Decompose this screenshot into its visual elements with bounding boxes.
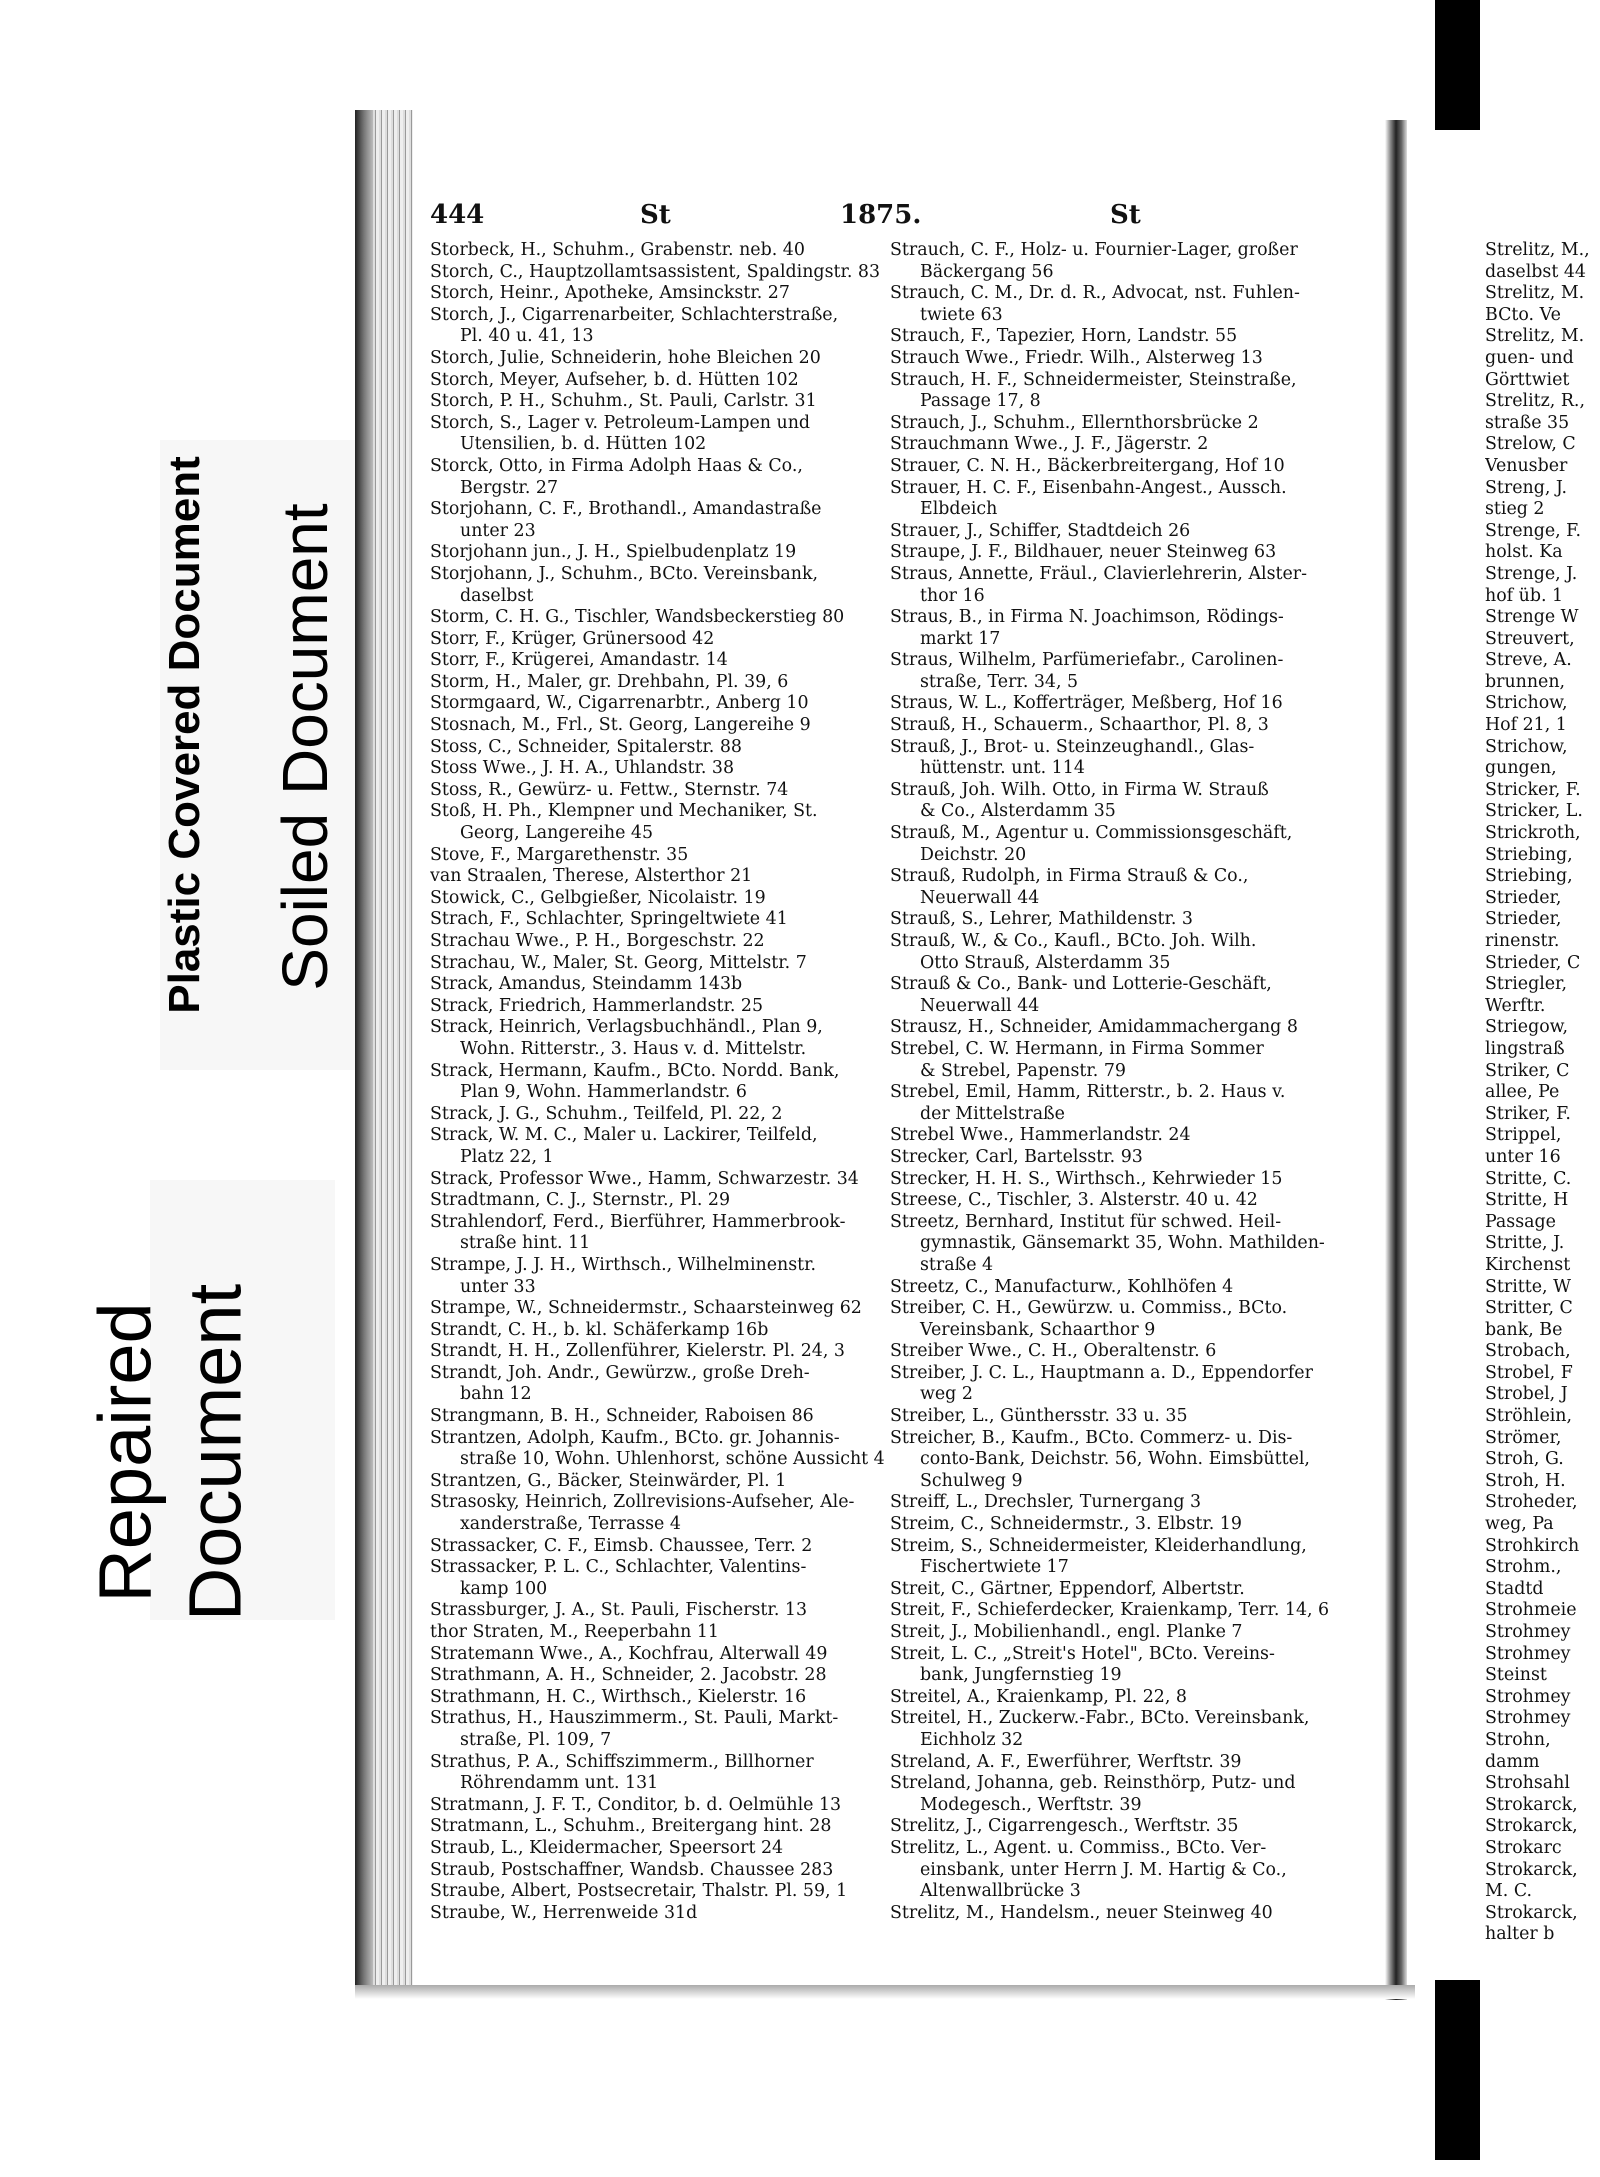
directory-entry: Strebel, C. W. Hermann, in Firma Sommer <box>890 1038 1264 1059</box>
directory-entry: Stoß, H. Ph., Klempner und Mechaniker, St. <box>430 801 818 822</box>
directory-entry-continuation: Bäckergang 56 <box>920 261 1054 282</box>
directory-entry: Streiber, L., Günthersstr. 33 u. 35 <box>890 1406 1188 1427</box>
directory-entry: Storch, J., Cigarrenarbeiter, Schlachterstraße, <box>430 304 839 325</box>
directory-entry: Stadtd <box>1485 1578 1544 1599</box>
directory-entry: Storm, C. H. G., Tischler, Wandsbeckerstieg 80 <box>430 607 845 628</box>
directory-entry: Strack, Hermann, Kaufm., BCto. Nordd. Bank, <box>430 1060 840 1081</box>
directory-entry: Strandt, H. H., Zollenführer, Kielerstr. Pl. 24, 3 <box>430 1341 845 1362</box>
directory-entry: Strokarck, <box>1485 1794 1578 1815</box>
directory-entry: Strandt, C. H., b. kl. Schäferkamp 16b <box>430 1319 769 1340</box>
directory-entry: Strauch, J., Schuhm., Ellernthorsbrücke 2 <box>890 412 1259 433</box>
directory-entry: Stormgaard, W., Cigarrenarbtr., Anberg 10 <box>430 693 809 714</box>
directory-entry: Strichow, <box>1485 693 1568 714</box>
directory-entry: Strippel, <box>1485 1125 1562 1146</box>
directory-entry: Strach, F., Schlachter, Springeltwiete 41 <box>430 909 788 930</box>
directory-entry: Stratemann Wwe., A., Kochfrau, Alterwall 49 <box>430 1643 828 1664</box>
directory-entry: Stoss, R., Gewürz- u. Fettw., Sternstr. 74 <box>430 779 789 800</box>
directory-entry: Strassacker, C. F., Eimsb. Chaussee, Terr. 2 <box>430 1535 813 1556</box>
directory-entry: Strenge, F. <box>1485 520 1582 541</box>
directory-entry: Straube, W., Herrenweide 31d <box>430 1902 698 1923</box>
directory-entry: Steinst <box>1485 1665 1547 1686</box>
directory-entry: gungen, <box>1485 758 1557 779</box>
directory-entry: Storjohann, C. F., Brothandl., Amandastraße <box>430 499 822 520</box>
directory-entry: Storch, P. H., Schuhm., St. Pauli, Carlstr. 31 <box>430 391 817 412</box>
document-label: Document <box>173 1283 257 1622</box>
directory-entry: Streng, J. <box>1485 477 1568 498</box>
directory-entry: Strauer, C. N. H., Bäckerbreitergang, Hof 10 <box>890 455 1285 476</box>
directory-entry: Straus, W. L., Kofferträger, Meßberg, Hof 16 <box>890 693 1283 714</box>
directory-entry: Strauß, W., & Co., Kaufl., BCto. Joh. Wilh. <box>890 931 1257 951</box>
directory-entry: Storr, F., Krüger, Grünersood 42 <box>430 628 715 649</box>
directory-entry: Streiff, L., Drechsler, Turnergang 3 <box>890 1492 1202 1513</box>
directory-entry: Strangmann, B. H., Schneider, Raboisen 86 <box>430 1406 814 1427</box>
directory-entry: Striegler, <box>1485 974 1567 995</box>
directory-entry: Werftr. <box>1485 995 1546 1016</box>
directory-entry-continuation: Eichholz 32 <box>920 1729 1024 1750</box>
directory-entry: Streland, A. F., Ewerführer, Werftstr. 39 <box>890 1751 1242 1772</box>
directory-entry: Strausz, H., Schneider, Amidammachergang 8 <box>890 1017 1298 1038</box>
directory-entry: Storch, S., Lager v. Petroleum-Lampen und <box>430 412 811 433</box>
directory-entry: Strauß & Co., Bank- und Lotterie-Geschäft, <box>890 974 1272 995</box>
directory-entry: Strack, W. M. C., Maler u. Lackirer, Teilfeld, <box>430 1125 818 1146</box>
directory-entry: Strelitz, M., Handelsm., neuer Steinweg 40 <box>890 1902 1273 1923</box>
directory-entry: Strohsahl <box>1485 1773 1570 1794</box>
soiled-label: Soiled Document <box>269 503 341 991</box>
directory-entry-continuation: thor 16 <box>920 585 985 606</box>
directory-entry: Stoss, C., Schneider, Spitalerstr. 88 <box>430 736 742 757</box>
directory-entry: halter b <box>1485 1924 1555 1945</box>
directory-entry: Strieder, C <box>1485 952 1581 973</box>
directory-entry: Stradtmann, C. J., Sternstr., Pl. 29 <box>430 1190 731 1211</box>
directory-entry-continuation: markt 17 <box>920 628 1001 649</box>
directory-entry: Strieder, <box>1485 909 1562 930</box>
directory-entry-continuation: xanderstraße, Terrasse 4 <box>460 1514 681 1535</box>
directory-entry: Streuvert, <box>1485 628 1575 649</box>
directory-entry: Stratmann, J. F. T., Conditor, b. d. Oelmühle 13 <box>430 1794 842 1815</box>
directory-entry-continuation: Wohn. Ritterstr., 3. Haus v. d. Mittelstr. <box>460 1038 807 1059</box>
directory-entry-continuation: Bergstr. 27 <box>460 477 559 498</box>
directory-entry-continuation: straße hint. 11 <box>460 1233 591 1254</box>
directory-entry: Strohkirch <box>1485 1535 1580 1556</box>
directory-entry: Strohmey <box>1485 1643 1571 1664</box>
directory-entry: Streiber, C. H., Gewürzw. u. Commiss., BCto. <box>890 1298 1288 1319</box>
directory-entry: Görttwiet <box>1485 369 1570 390</box>
directory-entry-continuation: kamp 100 <box>460 1578 548 1599</box>
directory-entry: Storjohann, J., Schuhm., BCto. Vereinsbank, <box>430 563 819 584</box>
directory-entry-continuation: einsbank, unter Herrn J. M. Hartig & Co., <box>920 1859 1287 1880</box>
directory-entry: weg, Pa <box>1485 1514 1554 1535</box>
directory-entry: Streit, J., Mobilienhandl., engl. Planke 7 <box>890 1622 1243 1642</box>
plastic-covered-label: Plastic Covered Document <box>160 456 209 1014</box>
directory-entry: Strauch Wwe., Friedr. Wilh., Alsterweg 13 <box>890 347 1263 368</box>
directory-entry: Strampe, J. J. H., Wirthsch., Wilhelminenstr. <box>430 1254 817 1275</box>
directory-entry: Streit, F., Schieferdecker, Kraienkamp, Terr. 14, 6 <box>890 1600 1330 1621</box>
directory-entry: guen- und <box>1485 347 1574 368</box>
directory-entry: Striker, C <box>1485 1060 1570 1081</box>
header-right-letters: St <box>1110 200 1141 230</box>
directory-entry-continuation: & Co., Alsterdamm 35 <box>920 801 1116 822</box>
right-column <box>890 240 1385 1924</box>
directory-entry-continuation: daselbst <box>460 585 534 606</box>
directory-entry: brunnen, <box>1485 671 1566 692</box>
directory-entry: Strohn, <box>1485 1729 1551 1750</box>
directory-entry: Striebing, <box>1485 866 1573 887</box>
directory-entry: Storjohann jun., J. H., Spielbudenplatz 19 <box>430 542 797 563</box>
directory-entry: Striker, F. <box>1485 1103 1571 1124</box>
directory-entry: Striegow, <box>1485 1017 1569 1038</box>
directory-entry: Strauchmann Wwe., J. F., Jägerstr. 2 <box>890 434 1209 455</box>
directory-entry-continuation: Plan 9, Wohn. Hammerlandstr. 6 <box>460 1082 747 1103</box>
directory-entry: Hof 21, 1 <box>1485 715 1567 736</box>
directory-entry: Strickroth, <box>1485 823 1581 844</box>
directory-entry: Strathmann, A. H., Schneider, 2. Jacobstr. 28 <box>430 1665 827 1686</box>
directory-entry-continuation: straße, Terr. 34, 5 <box>920 671 1079 692</box>
directory-entry-continuation: hüttenstr. unt. 114 <box>920 758 1085 779</box>
directory-entry: Strenge W <box>1485 607 1579 628</box>
directory-entry: Strauß, Rudolph, in Firma Strauß & Co., <box>890 866 1249 887</box>
directory-entry-continuation: Neuerwall 44 <box>920 995 1040 1016</box>
directory-entry: Strenge, J. <box>1485 563 1578 584</box>
page-stack-edge <box>373 110 413 1990</box>
directory-entry: Stosnach, M., Frl., St. Georg, Langereihe 9 <box>430 715 811 736</box>
directory-entry-continuation: Utensilien, b. d. Hütten 102 <box>460 434 707 455</box>
directory-entry: Strieder, <box>1485 887 1562 908</box>
directory-entry: Strauch, C. F., Holz- u. Fournier-Lager, großer <box>890 240 1298 260</box>
directory-entry-continuation: Elbdeich <box>920 499 998 520</box>
directory-entry: Strauch, C. M., Dr. d. R., Advocat, nst. Fuhlen- <box>890 283 1300 304</box>
directory-entry: Strelitz, R., <box>1485 391 1585 412</box>
directory-entry: Stroh, H. <box>1485 1470 1566 1491</box>
directory-entry: Stricker, F. <box>1485 779 1581 800</box>
directory-entry: Strecker, Carl, Bartelsstr. 93 <box>890 1146 1143 1167</box>
directory-entry: stieg 2 <box>1485 499 1545 520</box>
directory-entry: Venusber <box>1485 455 1568 476</box>
directory-entry: Strelitz, J., Cigarrengesch., Werftstr. 35 <box>890 1816 1239 1837</box>
directory-entry: Strebel, Emil, Hamm, Ritterstr., b. 2. Haus v. <box>890 1082 1286 1103</box>
directory-entry: Streiber Wwe., C. H., Oberaltenstr. 6 <box>890 1341 1217 1362</box>
directory-entry: Strohmeie <box>1485 1600 1577 1621</box>
directory-entry: Strassacker, P. L. C., Schlachter, Valentins- <box>430 1557 807 1578</box>
directory-entry: Streitel, H., Zuckerw.-Fabr., BCto. Vereinsbank, <box>890 1708 1310 1729</box>
directory-entry-continuation: bank, Jungfernstieg 19 <box>920 1665 1122 1686</box>
directory-entry: Streit, L. C., „Streit's Hotel", BCto. Vereins- <box>890 1643 1275 1664</box>
directory-entry: Strelitz, M. <box>1485 283 1585 304</box>
directory-entry: Streve, A. <box>1485 650 1572 671</box>
binder-clip-top <box>1435 0 1480 130</box>
directory-entry: Stritte, C. <box>1485 1168 1572 1189</box>
repaired-label: Repaired <box>83 1302 167 1603</box>
directory-entry: Strantzen, Adolph, Kaufm., BCto. gr. Johannis- <box>430 1427 840 1448</box>
directory-entry: Streim, S., Schneidermeister, Kleiderhandlung, <box>890 1535 1307 1556</box>
directory-entry: Straus, Wilhelm, Parfümeriefabr., Carolinen- <box>890 650 1284 671</box>
directory-entry: Streland, Johanna, geb. Reinsthörp, Putz- und <box>890 1773 1296 1794</box>
directory-entry: Strauß, M., Agentur u. Commissionsgeschäft, <box>890 823 1293 844</box>
directory-entry: Stritte, H <box>1485 1190 1569 1211</box>
directory-entry-continuation: Altenwallbrücke 3 <box>920 1881 1081 1902</box>
directory-entry: Striebing, <box>1485 844 1573 865</box>
directory-entry-continuation: Vereinsbank, Schaarthor 9 <box>920 1319 1156 1340</box>
directory-entry-continuation: straße 4 <box>920 1254 994 1275</box>
directory-entry-continuation: & Strebel, Papenstr. 79 <box>920 1060 1126 1081</box>
directory-entry: Strantzen, G., Bäcker, Steinwärder, Pl. 1 <box>430 1470 787 1491</box>
directory-entry: Stricker, L. <box>1485 801 1583 822</box>
directory-entry: Strachau Wwe., P. H., Borgeschstr. 22 <box>430 931 765 951</box>
directory-entry: Straub, L., Kleidermacher, Speersort 24 <box>430 1837 784 1858</box>
directory-entry-continuation: bahn 12 <box>460 1384 532 1405</box>
next-page-column <box>1485 240 1600 1946</box>
directory-entry: Strachau, W., Maler, St. Georg, Mittelstr. 7 <box>430 952 807 973</box>
directory-entry: Strack, J. G., Schuhm., Teilfeld, Pl. 22, 2 <box>430 1103 783 1124</box>
header-year: 1875. <box>840 200 922 230</box>
directory-entry: Strack, Amandus, Steindamm 143b <box>430 974 743 995</box>
scan-labels <box>0 0 350 2177</box>
directory-entry-continuation: Schulweg 9 <box>920 1470 1023 1491</box>
book-edge-shadow <box>355 110 373 1990</box>
directory-entry: Straus, Annette, Fräul., Clavierlehrerin, Alster- <box>890 563 1307 584</box>
directory-entry: Strohm., <box>1485 1557 1562 1578</box>
directory-entry-continuation: Röhrendamm unt. 131 <box>460 1773 659 1794</box>
directory-entry: Strelitz, L., Agent. u. Commiss., BCto. Ver- <box>890 1837 1267 1858</box>
directory-entry: thor Straten, M., Reeperbahn 11 <box>430 1622 719 1642</box>
directory-entry: Strelow, C <box>1485 434 1576 455</box>
directory-entry: Storch, Meyer, Aufseher, b. d. Hütten 102 <box>430 369 799 390</box>
directory-entry-continuation: conto-Bank, Deichstr. 56, Wohn. Eimsbüttel, <box>920 1449 1310 1470</box>
directory-entry: Strobel, F <box>1485 1362 1573 1383</box>
directory-entry: Strauß, S., Lehrer, Mathildenstr. 3 <box>890 909 1193 930</box>
directory-entry: Stove, F., Margarethenstr. 35 <box>430 844 689 865</box>
directory-entry-continuation: Modegesch., Werftstr. 39 <box>920 1794 1142 1815</box>
directory-entry: hof üb. 1 <box>1485 585 1564 606</box>
directory-entry-continuation: Deichstr. 20 <box>920 844 1027 865</box>
directory-entry: Strack, Friedrich, Hammerlandstr. 25 <box>430 995 764 1016</box>
directory-entry: Storck, Otto, in Firma Adolph Haas & Co., <box>430 455 803 476</box>
directory-entry-continuation: der Mittelstraße <box>920 1103 1065 1124</box>
directory-entry: Strobel, J <box>1485 1384 1568 1405</box>
directory-entry-continuation: Fischertwiete 17 <box>920 1557 1069 1578</box>
directory-entry: Strebel Wwe., Hammerlandstr. 24 <box>890 1125 1191 1146</box>
directory-entry: rinenstr. <box>1485 931 1560 951</box>
directory-entry: Passage <box>1485 1211 1556 1232</box>
directory-entry: Strathus, H., Hauszimmerm., St. Pauli, Markt- <box>430 1708 839 1729</box>
directory-entry: Streit, C., Gärtner, Eppendorf, Albertstr. <box>890 1578 1245 1599</box>
directory-entry: Storch, Julie, Schneiderin, hohe Bleichen 20 <box>430 347 821 368</box>
left-column <box>430 240 890 1924</box>
directory-entry: Strohmey <box>1485 1686 1571 1707</box>
directory-entry: Streicher, B., Kaufm., BCto. Commerz- u. Dis- <box>890 1427 1293 1448</box>
page-number: 444 <box>430 200 485 230</box>
directory-entry: Streitel, A., Kraienkamp, Pl. 22, 8 <box>890 1686 1187 1707</box>
directory-entry: van Straalen, Therese, Alsterthor 21 <box>430 866 753 887</box>
directory-entry: Stratmann, L., Schuhm., Breitergang hint. 28 <box>430 1816 832 1837</box>
directory-entry: Strichow, <box>1485 736 1568 757</box>
directory-entry: Strelitz, M. <box>1485 326 1585 347</box>
directory-entry: Strandt, Joh. Andr., Gewürzw., große Dreh- <box>430 1362 810 1383</box>
directory-entry: Kirchenst <box>1485 1254 1571 1275</box>
directory-entry: Stroheder, <box>1485 1492 1578 1513</box>
directory-entry: Streese, C., Tischler, 3. Alsterstr. 40 u. 42 <box>890 1190 1258 1211</box>
directory-entry: Straub, Postschaffner, Wandsb. Chaussee 283 <box>430 1859 834 1880</box>
page-header <box>430 200 1380 238</box>
directory-entry: Strasosky, Heinrich, Zollrevisions-Aufseher, Ale- <box>430 1492 855 1513</box>
directory-entry: Strauer, J., Schiffer, Stadtdeich 26 <box>890 520 1191 541</box>
directory-entry: Storch, C., Hauptzollamtsassistent, Spaldingstr. 83 <box>430 261 881 282</box>
directory-entry: Strecker, H. H. S., Wirthsch., Kehrwieder 15 <box>890 1168 1283 1189</box>
directory-entry: M. C. <box>1485 1881 1533 1902</box>
directory-entry: Strathus, P. A., Schiffszimmerm., Billhorner <box>430 1751 814 1772</box>
directory-entry-continuation: unter 23 <box>460 520 536 541</box>
directory-entry-continuation: twiete 63 <box>920 304 1003 325</box>
directory-entry-continuation: straße, Pl. 109, 7 <box>460 1729 612 1750</box>
directory-entry: Stritte, J. <box>1485 1233 1565 1254</box>
directory-entry: Strack, Professor Wwe., Hamm, Schwarzestr. 34 <box>430 1168 859 1189</box>
directory-entry-continuation: Otto Strauß, Alsterdamm 35 <box>920 952 1171 973</box>
directory-entry: Strelitz, M., <box>1485 240 1590 260</box>
directory-entry: Strauch, H. F., Schneidermeister, Steinstraße, <box>890 369 1297 390</box>
directory-entry: Strathmann, H. C., Wirthsch., Kielerstr. 16 <box>430 1686 807 1707</box>
directory-entry-continuation: Pl. 40 u. 41, 13 <box>460 326 594 347</box>
directory-entry: Ströhlein, <box>1485 1406 1573 1427</box>
directory-entry-continuation: Neuerwall 44 <box>920 887 1040 908</box>
directory-entry: Strampe, W., Schneidermstr., Schaarsteinweg 62 <box>430 1298 862 1319</box>
directory-entry: Stritte, W <box>1485 1276 1571 1297</box>
directory-entry: Strassburger, J. A., St. Pauli, Fischerstr. 13 <box>430 1600 808 1621</box>
directory-entry: Stowick, C., Gelbgießer, Nicolaistr. 19 <box>430 887 766 908</box>
directory-entry: Strokarck, <box>1485 1859 1578 1880</box>
directory-entry-continuation: Platz 22, 1 <box>460 1146 554 1167</box>
directory-entry: Strokarc <box>1485 1837 1562 1858</box>
directory-entry: Streetz, C., Manufacturw., Kohlhöfen 4 <box>890 1276 1234 1297</box>
directory-entry: allee, Pe <box>1485 1082 1560 1103</box>
directory-entry: Strahlendorf, Ferd., Bierführer, Hammerbrook- <box>430 1211 846 1232</box>
directory-entry: Streim, C., Schneidermstr., 3. Elbstr. 19 <box>890 1514 1242 1535</box>
directory-entry: BCto. Ve <box>1485 304 1561 325</box>
directory-entry: Strömer, <box>1485 1427 1562 1448</box>
directory-entry: Streetz, Bernhard, Institut für schwed. Heil- <box>890 1211 1282 1232</box>
header-left-letters: St <box>640 200 671 230</box>
directory-entry: Straus, B., in Firma N. Joachimson, Rödings- <box>890 607 1284 628</box>
directory-entry: Strokarck, <box>1485 1902 1578 1923</box>
directory-entry-continuation: unter 33 <box>460 1276 536 1297</box>
directory-entry: Strack, Heinrich, Verlagsbuchhändl., Plan 9, <box>430 1017 823 1038</box>
book-spine <box>1385 120 1407 2000</box>
directory-entry: Streiber, J. C. L., Hauptmann a. D., Eppendorfer <box>890 1362 1313 1383</box>
directory-entry: Storm, H., Maler, gr. Drehbahn, Pl. 39, 6 <box>430 671 789 692</box>
directory-entry: Strohmey <box>1485 1708 1571 1729</box>
directory-entry: Straube, Albert, Postsecretair, Thalstr. Pl. 59, 1 <box>430 1881 848 1902</box>
directory-entry-continuation: Passage 17, 8 <box>920 391 1041 412</box>
directory-entry-continuation: weg 2 <box>920 1384 973 1405</box>
directory-entry-continuation: Georg, Langereihe 45 <box>460 823 654 844</box>
directory-entry: Straupe, J. F., Bildhauer, neuer Steinweg 63 <box>890 542 1277 563</box>
directory-entry: bank, Be <box>1485 1319 1563 1340</box>
directory-entry: damm <box>1485 1751 1540 1772</box>
directory-entry: Strauß, J., Brot- u. Steinzeughandl., Glas- <box>890 736 1255 757</box>
directory-entry: Strauch, F., Tapezier, Horn, Landstr. 55 <box>890 326 1238 347</box>
directory-entry: Strobach, <box>1485 1341 1571 1362</box>
directory-entry: Storr, F., Krügerei, Amandastr. 14 <box>430 650 728 671</box>
directory-entry-continuation: straße 10, Wohn. Uhlenhorst, schöne Aussicht 4 <box>460 1449 885 1470</box>
directory-entry: Strohmey <box>1485 1622 1571 1642</box>
directory-entry: Storch, Heinr., Apotheke, Amsinckstr. 27 <box>430 283 790 304</box>
directory-entry: Storbeck, H., Schuhm., Grabenstr. neb. 40 <box>430 240 805 260</box>
directory-entry: Stroh, G. <box>1485 1449 1564 1470</box>
directory-entry: daselbst 44 <box>1485 261 1586 282</box>
directory-entry: holst. Ka <box>1485 542 1563 563</box>
directory-entry-continuation: gymnastik, Gänsemarkt 35, Wohn. Mathilden- <box>920 1233 1325 1254</box>
directory-entry: Strauß, H., Schauerm., Schaarthor, Pl. 8, 3 <box>890 715 1269 736</box>
directory-entry: Strokarck, <box>1485 1816 1578 1837</box>
directory-entry: straße 35 <box>1485 412 1570 433</box>
directory-entry: Strauß, Joh. Wilh. Otto, in Firma W. Strauß <box>890 779 1269 800</box>
directory-entry: lingstraß <box>1485 1038 1565 1059</box>
bottom-shadow <box>355 1985 1415 1999</box>
binder-clip-bottom <box>1435 1980 1480 2160</box>
directory-entry: Stoss Wwe., J. H. A., Uhlandstr. 38 <box>430 758 735 779</box>
directory-entry: unter 16 <box>1485 1146 1561 1167</box>
directory-entry: Stritter, C <box>1485 1298 1573 1319</box>
directory-entry: Strauer, H. C. F., Eisenbahn-Angest., Aussch. <box>890 477 1287 498</box>
